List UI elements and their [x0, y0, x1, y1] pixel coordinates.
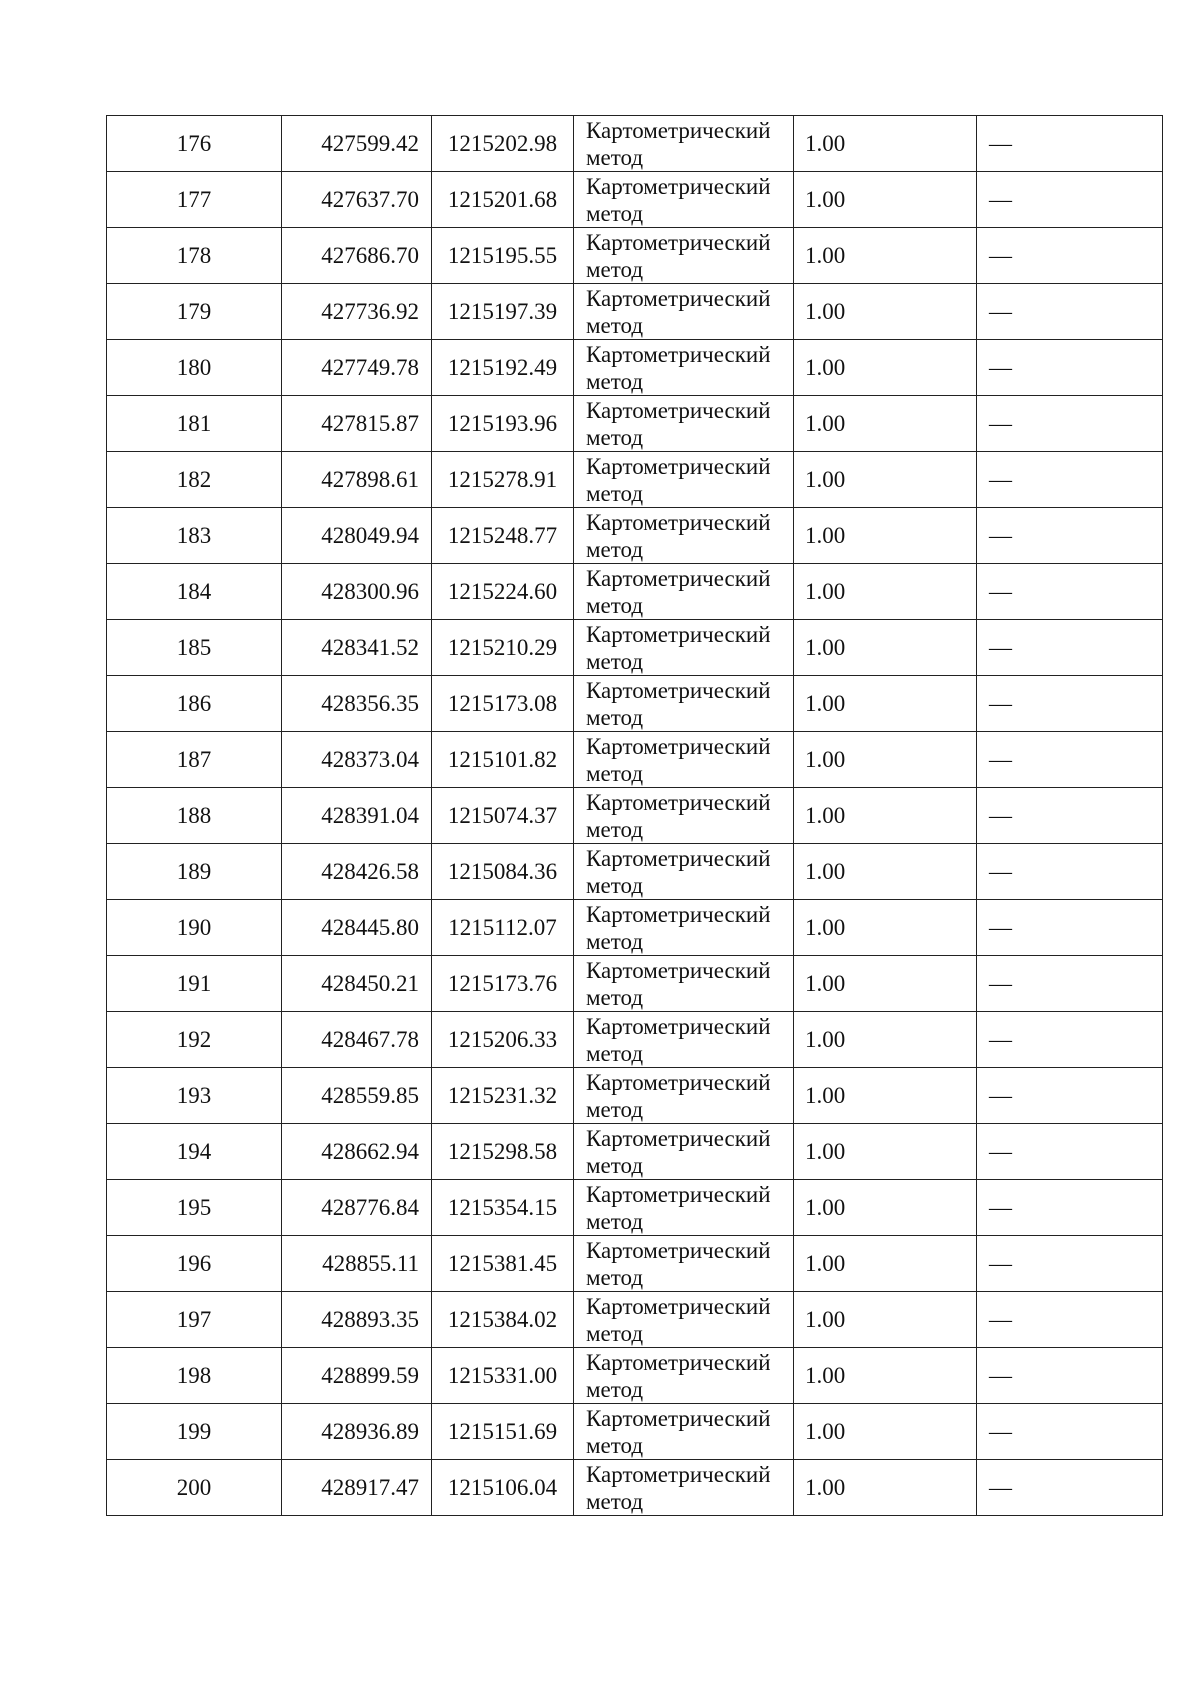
- point-number-cell: 177: [107, 172, 282, 228]
- point-number-cell: 178: [107, 228, 282, 284]
- y-coordinate-cell: 1215173.08: [432, 676, 574, 732]
- accuracy-cell: 1.00: [794, 1068, 977, 1124]
- y-coordinate-cell: 1215278.91: [432, 452, 574, 508]
- method-cell: [574, 1404, 794, 1460]
- y-coordinate-cell: 1215384.02: [432, 1292, 574, 1348]
- x-coordinate-cell: 428467.78: [282, 1012, 432, 1068]
- point-number-cell: 176: [107, 116, 282, 172]
- x-coordinate-cell: 428893.35: [282, 1292, 432, 1348]
- method-line-1: Картометрический: [586, 845, 771, 871]
- y-coordinate-cell: 1215112.07: [432, 900, 574, 956]
- table-row: [107, 1124, 1163, 1180]
- y-coordinate-cell: 1215106.04: [432, 1460, 574, 1516]
- y-coordinate-cell: 1215248.77: [432, 508, 574, 564]
- method-line-2: метод: [586, 1376, 644, 1402]
- point-number-cell: 183: [107, 508, 282, 564]
- table-row: [107, 1292, 1163, 1348]
- y-coordinate-cell: 1215193.96: [432, 396, 574, 452]
- method-cell: [574, 788, 794, 844]
- x-coordinate-cell: 428049.94: [282, 508, 432, 564]
- method-cell: [574, 676, 794, 732]
- point-number-cell: 188: [107, 788, 282, 844]
- accuracy-cell: 1.00: [794, 1292, 977, 1348]
- method-line-2: метод: [586, 928, 644, 954]
- x-coordinate-cell: 428341.52: [282, 620, 432, 676]
- method-cell: [574, 1124, 794, 1180]
- x-coordinate-cell: 427599.42: [282, 116, 432, 172]
- accuracy-cell: 1.00: [794, 228, 977, 284]
- method-cell: [574, 1068, 794, 1124]
- table-row: [107, 900, 1163, 956]
- accuracy-cell: 1.00: [794, 732, 977, 788]
- point-number-cell: 180: [107, 340, 282, 396]
- table-row: [107, 1068, 1163, 1124]
- x-coordinate-cell: 427637.70: [282, 172, 432, 228]
- point-number-cell: 193: [107, 1068, 282, 1124]
- method-line-1: Картометрический: [586, 1349, 771, 1375]
- method-cell: [574, 396, 794, 452]
- method-line-1: Картометрический: [586, 229, 771, 255]
- method-line-2: метод: [586, 1320, 644, 1346]
- table-row: [107, 1236, 1163, 1292]
- method-line-1: Картометрический: [586, 1125, 771, 1151]
- method-cell: [574, 1292, 794, 1348]
- y-coordinate-cell: 1215201.68: [432, 172, 574, 228]
- method-line-1: Картометрический: [586, 677, 771, 703]
- description-cell: —: [977, 1404, 1163, 1460]
- accuracy-cell: 1.00: [794, 452, 977, 508]
- method-cell: [574, 452, 794, 508]
- method-cell: [574, 1348, 794, 1404]
- method-line-1: Картометрический: [586, 453, 771, 479]
- table-row: [107, 284, 1163, 340]
- point-number-cell: 192: [107, 1012, 282, 1068]
- method-line-2: метод: [586, 480, 644, 506]
- method-cell: [574, 620, 794, 676]
- x-coordinate-cell: 427898.61: [282, 452, 432, 508]
- point-number-cell: 181: [107, 396, 282, 452]
- y-coordinate-cell: 1215224.60: [432, 564, 574, 620]
- point-number-cell: 199: [107, 1404, 282, 1460]
- method-line-1: Картометрический: [586, 1013, 771, 1039]
- y-coordinate-cell: 1215195.55: [432, 228, 574, 284]
- y-coordinate-cell: 1215202.98: [432, 116, 574, 172]
- method-cell: [574, 900, 794, 956]
- table-row: [107, 1404, 1163, 1460]
- method-line-1: Картометрический: [586, 1237, 771, 1263]
- table-row: [107, 844, 1163, 900]
- y-coordinate-cell: 1215173.76: [432, 956, 574, 1012]
- method-line-1: Картометрический: [586, 901, 771, 927]
- y-coordinate-cell: 1215074.37: [432, 788, 574, 844]
- method-line-2: метод: [586, 1488, 644, 1514]
- point-number-cell: 198: [107, 1348, 282, 1404]
- method-line-2: метод: [586, 1208, 644, 1234]
- method-line-2: метод: [586, 592, 644, 618]
- description-cell: —: [977, 788, 1163, 844]
- x-coordinate-cell: 428426.58: [282, 844, 432, 900]
- table-row: [107, 1012, 1163, 1068]
- accuracy-cell: 1.00: [794, 788, 977, 844]
- method-line-2: метод: [586, 368, 644, 394]
- accuracy-cell: 1.00: [794, 1236, 977, 1292]
- point-number-cell: 190: [107, 900, 282, 956]
- method-line-1: Картометрический: [586, 565, 771, 591]
- x-coordinate-cell: 428936.89: [282, 1404, 432, 1460]
- x-coordinate-cell: 428373.04: [282, 732, 432, 788]
- x-coordinate-cell: 428662.94: [282, 1124, 432, 1180]
- method-line-1: Картометрический: [586, 397, 771, 423]
- description-cell: —: [977, 1236, 1163, 1292]
- table-row: [107, 396, 1163, 452]
- method-line-2: метод: [586, 256, 644, 282]
- description-cell: —: [977, 676, 1163, 732]
- method-line-2: метод: [586, 648, 644, 674]
- table-row: [107, 564, 1163, 620]
- accuracy-cell: 1.00: [794, 1124, 977, 1180]
- method-line-2: метод: [586, 984, 644, 1010]
- accuracy-cell: 1.00: [794, 1012, 977, 1068]
- description-cell: —: [977, 396, 1163, 452]
- description-cell: —: [977, 116, 1163, 172]
- x-coordinate-cell: 427749.78: [282, 340, 432, 396]
- method-line-1: Картометрический: [586, 1461, 771, 1487]
- description-cell: —: [977, 508, 1163, 564]
- description-cell: —: [977, 1460, 1163, 1516]
- y-coordinate-cell: 1215354.15: [432, 1180, 574, 1236]
- accuracy-cell: 1.00: [794, 676, 977, 732]
- point-number-cell: 179: [107, 284, 282, 340]
- y-coordinate-cell: 1215192.49: [432, 340, 574, 396]
- x-coordinate-cell: 427815.87: [282, 396, 432, 452]
- table-row: [107, 1460, 1163, 1516]
- accuracy-cell: 1.00: [794, 1460, 977, 1516]
- description-cell: —: [977, 1124, 1163, 1180]
- y-coordinate-cell: 1215210.29: [432, 620, 574, 676]
- method-cell: [574, 956, 794, 1012]
- accuracy-cell: 1.00: [794, 116, 977, 172]
- method-cell: [574, 1460, 794, 1516]
- method-cell: [574, 732, 794, 788]
- coordinates-table-body: [107, 116, 1163, 1516]
- table-row: [107, 340, 1163, 396]
- description-cell: —: [977, 1292, 1163, 1348]
- method-line-1: Картометрический: [586, 1069, 771, 1095]
- description-cell: —: [977, 1068, 1163, 1124]
- point-number-cell: 185: [107, 620, 282, 676]
- accuracy-cell: 1.00: [794, 396, 977, 452]
- method-line-2: метод: [586, 536, 644, 562]
- y-coordinate-cell: 1215231.32: [432, 1068, 574, 1124]
- accuracy-cell: 1.00: [794, 1348, 977, 1404]
- y-coordinate-cell: 1215151.69: [432, 1404, 574, 1460]
- method-line-1: Картометрический: [586, 285, 771, 311]
- method-line-2: метод: [586, 1096, 644, 1122]
- method-cell: [574, 172, 794, 228]
- method-line-1: Картометрический: [586, 1405, 771, 1431]
- description-cell: —: [977, 564, 1163, 620]
- y-coordinate-cell: 1215331.00: [432, 1348, 574, 1404]
- point-number-cell: 200: [107, 1460, 282, 1516]
- table-row: [107, 508, 1163, 564]
- description-cell: —: [977, 620, 1163, 676]
- table-row: [107, 1180, 1163, 1236]
- x-coordinate-cell: 428559.85: [282, 1068, 432, 1124]
- description-cell: —: [977, 340, 1163, 396]
- method-line-1: Картометрический: [586, 733, 771, 759]
- accuracy-cell: 1.00: [794, 172, 977, 228]
- x-coordinate-cell: 428855.11: [282, 1236, 432, 1292]
- x-coordinate-cell: 428776.84: [282, 1180, 432, 1236]
- method-line-2: метод: [586, 872, 644, 898]
- y-coordinate-cell: 1215298.58: [432, 1124, 574, 1180]
- description-cell: —: [977, 900, 1163, 956]
- y-coordinate-cell: 1215381.45: [432, 1236, 574, 1292]
- method-line-2: метод: [586, 1264, 644, 1290]
- method-line-1: Картометрический: [586, 1293, 771, 1319]
- method-line-2: метод: [586, 1152, 644, 1178]
- accuracy-cell: 1.00: [794, 844, 977, 900]
- method-line-1: Картометрический: [586, 509, 771, 535]
- description-cell: —: [977, 228, 1163, 284]
- method-cell: [574, 228, 794, 284]
- table-row: [107, 732, 1163, 788]
- description-cell: —: [977, 732, 1163, 788]
- method-line-1: Картометрический: [586, 789, 771, 815]
- accuracy-cell: 1.00: [794, 564, 977, 620]
- method-line-2: метод: [586, 200, 644, 226]
- method-cell: [574, 1236, 794, 1292]
- method-line-1: Картометрический: [586, 341, 771, 367]
- y-coordinate-cell: 1215101.82: [432, 732, 574, 788]
- point-number-cell: 197: [107, 1292, 282, 1348]
- method-line-1: Картометрический: [586, 621, 771, 647]
- description-cell: —: [977, 284, 1163, 340]
- table-row: [107, 788, 1163, 844]
- description-cell: —: [977, 172, 1163, 228]
- point-number-cell: 191: [107, 956, 282, 1012]
- y-coordinate-cell: 1215084.36: [432, 844, 574, 900]
- point-number-cell: 189: [107, 844, 282, 900]
- description-cell: —: [977, 1348, 1163, 1404]
- method-line-2: метод: [586, 424, 644, 450]
- method-line-1: Картометрический: [586, 957, 771, 983]
- accuracy-cell: 1.00: [794, 956, 977, 1012]
- accuracy-cell: 1.00: [794, 900, 977, 956]
- x-coordinate-cell: 428300.96: [282, 564, 432, 620]
- description-cell: —: [977, 1180, 1163, 1236]
- table-row: [107, 116, 1163, 172]
- method-cell: [574, 844, 794, 900]
- accuracy-cell: 1.00: [794, 620, 977, 676]
- coordinates-table: [106, 115, 1163, 1516]
- x-coordinate-cell: 428917.47: [282, 1460, 432, 1516]
- table-row: [107, 1348, 1163, 1404]
- table-row: [107, 676, 1163, 732]
- method-line-1: Картометрический: [586, 173, 771, 199]
- point-number-cell: 186: [107, 676, 282, 732]
- accuracy-cell: 1.00: [794, 508, 977, 564]
- description-cell: —: [977, 452, 1163, 508]
- method-line-2: метод: [586, 144, 644, 170]
- method-cell: [574, 340, 794, 396]
- description-cell: —: [977, 1012, 1163, 1068]
- table-row: [107, 172, 1163, 228]
- description-cell: —: [977, 844, 1163, 900]
- point-number-cell: 196: [107, 1236, 282, 1292]
- accuracy-cell: 1.00: [794, 340, 977, 396]
- method-cell: [574, 1012, 794, 1068]
- method-cell: [574, 1180, 794, 1236]
- method-cell: [574, 284, 794, 340]
- table-row: [107, 452, 1163, 508]
- table-row: [107, 228, 1163, 284]
- x-coordinate-cell: 428445.80: [282, 900, 432, 956]
- method-line-2: метод: [586, 816, 644, 842]
- accuracy-cell: 1.00: [794, 1404, 977, 1460]
- point-number-cell: 182: [107, 452, 282, 508]
- method-line-2: метод: [586, 704, 644, 730]
- table-row: [107, 620, 1163, 676]
- method-line-2: метод: [586, 312, 644, 338]
- method-cell: [574, 564, 794, 620]
- accuracy-cell: 1.00: [794, 1180, 977, 1236]
- point-number-cell: 194: [107, 1124, 282, 1180]
- x-coordinate-cell: 428391.04: [282, 788, 432, 844]
- point-number-cell: 184: [107, 564, 282, 620]
- method-line-1: Картометрический: [586, 1181, 771, 1207]
- method-cell: [574, 508, 794, 564]
- method-line-2: метод: [586, 1432, 644, 1458]
- description-cell: —: [977, 956, 1163, 1012]
- x-coordinate-cell: 428356.35: [282, 676, 432, 732]
- table-row: [107, 956, 1163, 1012]
- point-number-cell: 187: [107, 732, 282, 788]
- method-line-2: метод: [586, 1040, 644, 1066]
- accuracy-cell: 1.00: [794, 284, 977, 340]
- x-coordinate-cell: 428899.59: [282, 1348, 432, 1404]
- method-line-2: метод: [586, 760, 644, 786]
- y-coordinate-cell: 1215206.33: [432, 1012, 574, 1068]
- method-cell: [574, 116, 794, 172]
- point-number-cell: 195: [107, 1180, 282, 1236]
- x-coordinate-cell: 428450.21: [282, 956, 432, 1012]
- method-line-1: Картометрический: [586, 117, 771, 143]
- x-coordinate-cell: 427686.70: [282, 228, 432, 284]
- y-coordinate-cell: 1215197.39: [432, 284, 574, 340]
- x-coordinate-cell: 427736.92: [282, 284, 432, 340]
